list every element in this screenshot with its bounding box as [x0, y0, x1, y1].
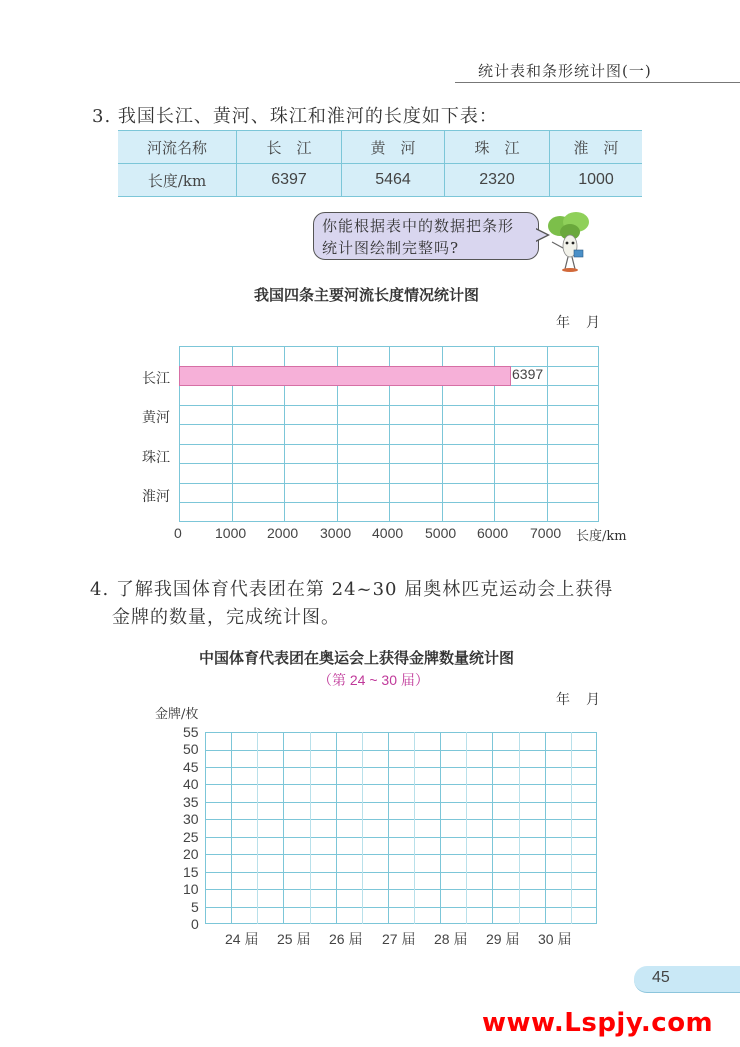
x-tick: 3000	[320, 525, 352, 541]
y-tick: 45	[183, 759, 199, 775]
category-label: 珠江	[142, 450, 170, 466]
grid-line	[205, 837, 597, 838]
y-tick: 0	[191, 916, 199, 932]
grid-line	[205, 784, 597, 785]
category-label: 长江	[142, 371, 170, 387]
y-tick: 55	[183, 724, 199, 740]
table-cell: 5464	[342, 164, 445, 197]
y-tick: 5	[191, 899, 199, 915]
x-tick: 1000	[215, 525, 247, 541]
y-tick: 10	[183, 881, 199, 897]
grid-line	[205, 750, 597, 751]
x-tick: 30 届	[538, 931, 572, 947]
x-tick: 7000	[530, 525, 562, 541]
grid-line	[205, 819, 597, 820]
header-divider	[455, 82, 740, 83]
x-tick: 4000	[372, 525, 404, 541]
grid-line	[466, 732, 467, 924]
grid-line	[283, 732, 284, 924]
x-axis-unit: 长度/km	[576, 529, 627, 544]
y-tick: 30	[183, 811, 199, 827]
bar-value-label: 6397	[512, 366, 544, 382]
y-tick: 15	[183, 864, 199, 880]
page-header-title: 统计表和条形统计图(一)	[478, 62, 652, 80]
x-tick: 29 届	[486, 931, 520, 947]
x-tick: 28 届	[434, 931, 468, 947]
grid-line	[205, 732, 206, 924]
grid-line	[362, 732, 363, 924]
table-header-cell: 珠 江	[445, 131, 550, 164]
x-tick: 2000	[267, 525, 299, 541]
table-header-cell: 河流名称	[118, 131, 237, 164]
grid-line	[205, 732, 597, 733]
grid-line	[440, 732, 441, 924]
grid-line	[547, 346, 548, 522]
x-tick: 5000	[425, 525, 457, 541]
grid-line	[310, 732, 311, 924]
table-header-cell: 黄 河	[342, 131, 445, 164]
grid-line	[205, 872, 597, 873]
question-4-line-1: 4. 了解我国体育代表团在第 24~30 届奥林匹克运动会上获得	[90, 579, 614, 600]
category-label: 淮河	[142, 489, 170, 505]
page-number: 45	[652, 969, 670, 986]
x-tick: 24 届	[225, 931, 259, 947]
category-label: 黄河	[142, 410, 170, 426]
chart1-plot-area	[179, 346, 599, 522]
river-length-table	[118, 130, 642, 197]
y-axis-unit: 金牌/枚	[155, 707, 199, 722]
page-number-tab	[634, 966, 740, 993]
chart2-date-label: 年 月	[556, 692, 601, 708]
grid-line	[231, 732, 232, 924]
bubble-line-2: 统计图绘制完整吗?	[322, 239, 460, 257]
grid-line	[596, 732, 597, 924]
question-3-text: 3. 我国长江、黄河、珠江和淮河的长度如下表：	[92, 106, 498, 127]
grid-line	[598, 346, 599, 522]
chart2-plot-area	[205, 732, 597, 924]
grid-line	[257, 732, 258, 924]
y-tick: 50	[183, 741, 199, 757]
table-row	[118, 164, 642, 197]
grid-line	[205, 923, 597, 924]
table-cell: 2320	[445, 164, 550, 197]
x-tick: 6000	[477, 525, 509, 541]
speech-bubble	[313, 212, 539, 260]
table-header-row	[118, 131, 642, 164]
bubble-line-1: 你能根据表中的数据把条形	[322, 217, 515, 235]
x-tick: 25 届	[277, 931, 311, 947]
grid-line	[205, 907, 597, 908]
table-cell: 6397	[237, 164, 342, 197]
y-tick: 25	[183, 829, 199, 845]
grid-line	[492, 732, 493, 924]
grid-line	[205, 767, 597, 768]
table-row-label: 长度/km	[118, 164, 237, 197]
grid-line	[205, 802, 597, 803]
chart2-subtitle: （第 24 ~ 30 届）	[318, 672, 429, 688]
grid-line	[205, 889, 597, 890]
chart1-title: 我国四条主要河流长度情况统计图	[254, 286, 480, 304]
question-4-line-2: 金牌的数量，完成统计图。	[112, 607, 340, 628]
x-tick: 0	[174, 525, 182, 541]
table-cell: 1000	[550, 164, 643, 197]
grid-line	[571, 732, 572, 924]
grid-line	[388, 732, 389, 924]
vegetable-mascot-icon	[546, 212, 592, 274]
grid-line	[205, 854, 597, 855]
y-tick: 20	[183, 846, 199, 862]
bar-changjiang	[179, 366, 511, 386]
y-tick: 40	[183, 776, 199, 792]
x-tick: 26 届	[329, 931, 363, 947]
grid-line	[336, 732, 337, 924]
chart1-date-label: 年 月	[556, 315, 601, 331]
grid-line	[519, 732, 520, 924]
grid-line	[414, 732, 415, 924]
watermark-text: www.Lspjy.com	[482, 1008, 714, 1038]
chart2-title: 中国体育代表团在奥运会上获得金牌数量统计图	[199, 649, 515, 667]
x-tick: 27 届	[382, 931, 416, 947]
y-tick: 35	[183, 794, 199, 810]
table-header-cell: 淮 河	[550, 131, 643, 164]
grid-line	[545, 732, 546, 924]
table-header-cell: 长 江	[237, 131, 342, 164]
